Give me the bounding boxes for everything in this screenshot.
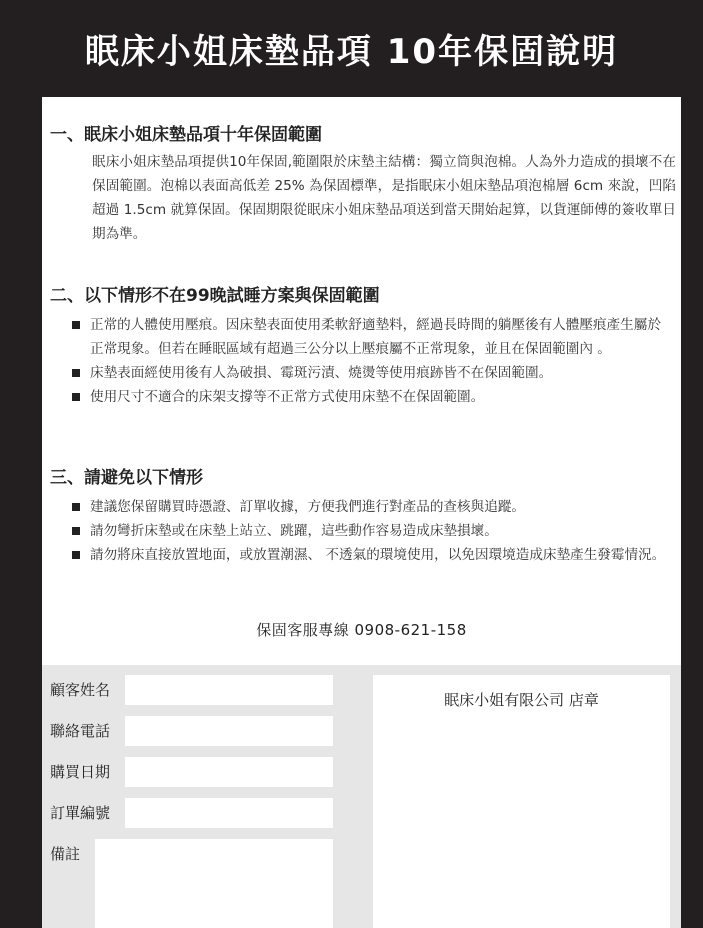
phone-field[interactable] bbox=[125, 716, 333, 746]
section-1-heading: 一、眠床小姐床墊品項十年保固範圍 bbox=[50, 125, 322, 145]
page-title: 眠床小姐床墊品項 10年保固說明 bbox=[84, 31, 619, 72]
name-field[interactable] bbox=[125, 675, 333, 705]
order-number-label: 訂單編號 bbox=[50, 804, 111, 822]
square-bullet-icon bbox=[72, 321, 80, 329]
square-bullet-icon bbox=[72, 369, 80, 377]
store-stamp-box bbox=[373, 675, 670, 928]
section-2-heading: 二、以下情形不在99晚試睡方案與保固範圍 bbox=[50, 286, 380, 306]
order-number-field[interactable] bbox=[125, 798, 333, 828]
list-item: 請勿將床直接放置地面，或放置潮濕、 不透氣的環境使用，以免因環境造成床墊產生發霉情況。 bbox=[70, 543, 670, 567]
list-item: 使用尺寸不適合的床架支撐等不正常方式使用床墊不在保固範圍。 bbox=[70, 385, 670, 409]
name-label: 顧客姓名 bbox=[50, 681, 111, 699]
list-item: 建議您保留購買時憑證、訂單收據，方便我們進行對產品的查核與追蹤。 bbox=[70, 495, 670, 519]
section-3-heading: 三、請避免以下情形 bbox=[50, 468, 203, 488]
square-bullet-icon bbox=[72, 527, 80, 535]
list-item: 請勿彎折床墊或在床墊上站立、跳躍，這些動作容易造成床墊損壞。 bbox=[70, 519, 670, 543]
section-2-list bbox=[70, 313, 670, 409]
warranty-document bbox=[42, 97, 681, 928]
purchase-date-label: 購買日期 bbox=[50, 763, 111, 781]
warranty-hotline: 保固客服專線 0908-621-158 bbox=[256, 621, 467, 639]
list-item: 床墊表面經使用後有人為破損、霉斑污漬、燒燙等使用痕跡皆不在保固範圍。 bbox=[70, 361, 670, 385]
square-bullet-icon bbox=[72, 551, 80, 559]
square-bullet-icon bbox=[72, 503, 80, 511]
customer-form bbox=[42, 665, 681, 928]
list-item: 正常的人體使用壓痕。因床墊表面使用柔軟舒適墊料，經過長時間的躺壓後有人體壓痕產生屬於正常現象。但若在睡眠區域有超過三公分以上壓痕屬不正常現象，並且在保固範圍內 。 bbox=[70, 313, 670, 361]
store-stamp-label: 眠床小姐有限公司 店章 bbox=[444, 691, 599, 709]
notes-label: 備註 bbox=[50, 845, 81, 863]
section-1-text: 眠床小姐床墊品項提供10年保固,範圍限於床墊主結構：獨立筒與泡棉。人為外力造成的損壞不在保固範圍。泡棉以表面高低差 25% 為保固標準，是指眠床小姐床墊品項泡棉層 6cm 來說，凹陷超過 1.5cm 就算保固。保固期限從眠床小姐床墊品項送到當天開始起算，以貨運師傅的簽收單日期為準。 bbox=[92, 154, 676, 242]
section-3-list bbox=[70, 495, 670, 567]
phone-label: 聯絡電話 bbox=[50, 722, 111, 740]
square-bullet-icon bbox=[72, 393, 80, 401]
purchase-date-field[interactable] bbox=[125, 757, 333, 787]
notes-field[interactable] bbox=[95, 839, 333, 928]
